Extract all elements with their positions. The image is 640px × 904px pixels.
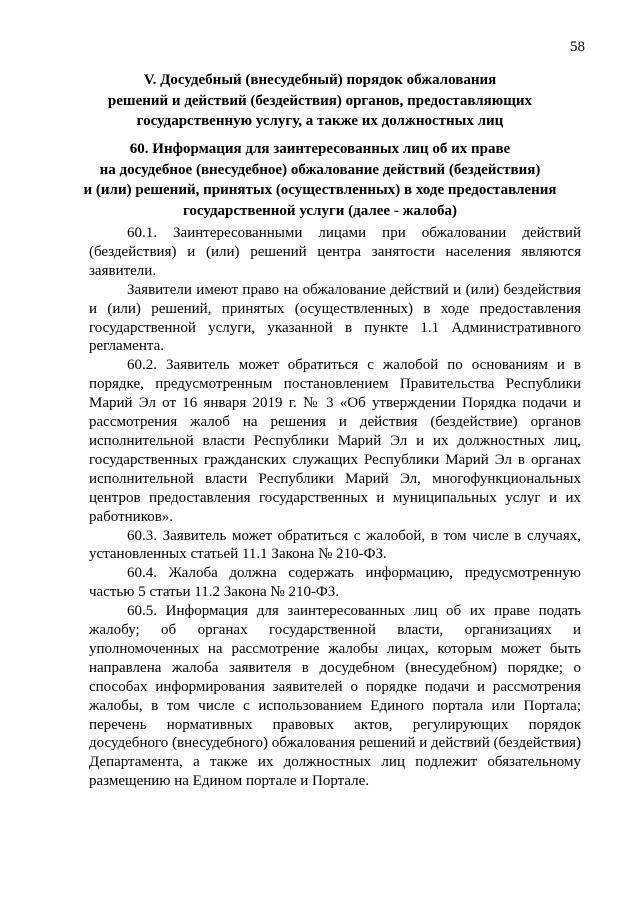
page-number: 58 <box>570 39 585 55</box>
subsection-heading <box>82 139 558 221</box>
paragraph-60-4: 60.4. Жалоба должна содержать информацию, предусмотренную частью 5 статьи 11.2 Закона № 210-ФЗ. <box>89 565 581 601</box>
section-heading-line-3: государственную услугу, а также их должностных лиц <box>136 113 504 129</box>
section-heading-line-2: решений и действий (бездействия) органов, предоставляющих <box>107 92 533 109</box>
subsection-heading-line-2: на досудебное (внесудебное) обжалование действий (бездействия) <box>99 161 541 178</box>
paragraph-60-5: 60.5. Информация для заинтересованных лиц об их праве подать жалобу; об органах государственной власти, организациях и уполномоченных на рассмотрение жалобы лицах, которым может быть направлена жалоба заявителя в досудебном (внесудебном) порядке; о способах информирования заявителей о порядке подачи и рассмотрения жалобы, в том числе с использованием Единого портала или Портала; перечень нормативных правовых актов, регулирующих порядок досудебного (внесудебного) обжалования решений и действий (бездействия) Департамента, а также их должностных лиц подлежит обязательному размещению на Едином портале и Портале. <box>89 603 581 790</box>
paragraph-60-3: 60.3. Заявитель может обратиться с жалобой, в том числе в случаях, установленных статьей 11.1 Закона № 210-ФЗ. <box>89 527 581 563</box>
document-body <box>89 224 581 791</box>
paragraph-60-1-applicants: Заявители имеют право на обжалование действий и (или) бездействия и (или) решений, принятых (осуществленных) в ходе предоставления государственной услуги, указанной в пункте 1.1 Административного регламента. <box>89 281 581 355</box>
section-heading-line-1: V. Досудебный (внесудебный) порядок обжалования <box>143 72 497 88</box>
subsection-heading-line-4: государственной услуги (далее - жалоба) <box>182 202 458 219</box>
subsection-heading-line-3: и (или) решений, принятых (осуществленных) в ходе предоставления <box>83 182 557 198</box>
paragraph-60-1: 60.1. Заинтересованными лицами при обжаловании действий (бездействия) и (или) решений центра занятости населения являются заявители. <box>89 225 581 279</box>
section-heading <box>82 70 558 132</box>
paragraph-60-2: 60.2. Заявитель может обратиться с жалобой по основаниям и в порядке, предусмотренным постановлением Правительства Республики Марий Эл от 16 января 2019 г. № 3 «Об утверждении Порядка подачи и рассмотрения жалоб на решения и действия (бездействие) органов исполнительной власти Республики Марий Эл и их должностных лиц, государственных гражданских служащих Республики Марий Эл в органах исполнительной власти Республики Марий Эл, многофункциональных центров предоставления государственных и муниципальных услуг и их работников». <box>89 357 581 525</box>
subsection-heading-line-1: 60. Информация для заинтересованных лиц об их праве <box>129 141 511 157</box>
